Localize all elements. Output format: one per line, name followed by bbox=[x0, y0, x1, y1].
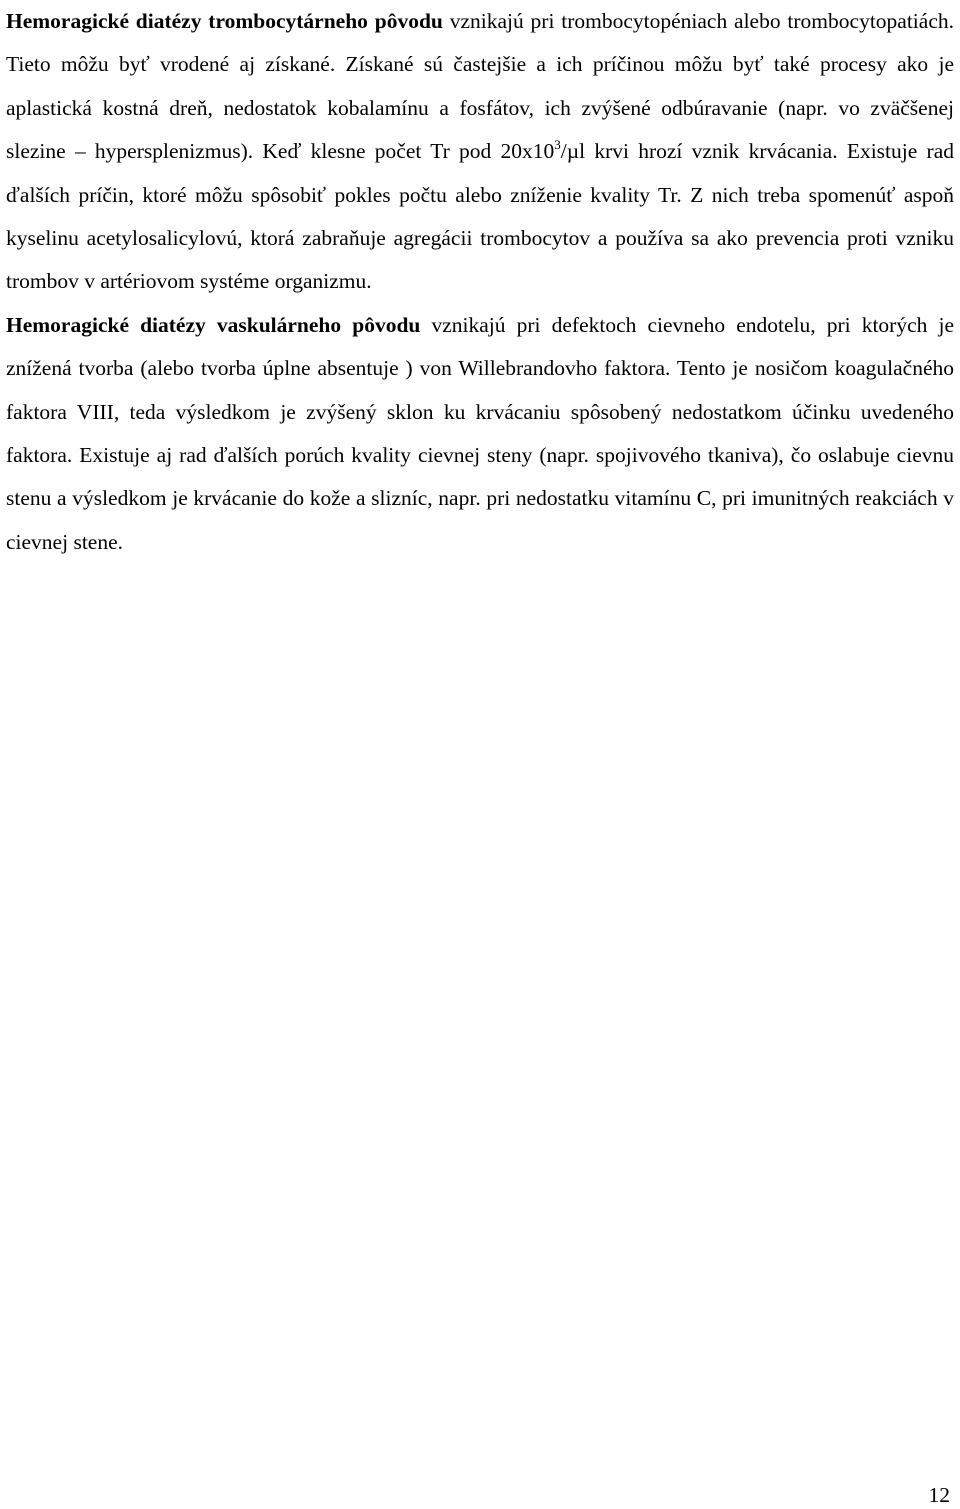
paragraph-text-continued: /µl krvi hrozí vznik krvácania. Existuje rad ďalších príčin, ktoré môžu spôsobiť pokles počtu alebo zníženie kvality Tr. Z nich treba spomenúť aspoň kyselinu acetylosalicylovú, ktorá zabraňuje agregácii trombocytov a používa sa ako prevencia proti vzniku trombov v artériovom systéme organizmu. bbox=[6, 139, 954, 294]
page-number: 12 bbox=[928, 1483, 950, 1507]
paragraph-thrombocytic bbox=[6, 0, 954, 304]
document-page bbox=[6, 0, 954, 564]
paragraph-vascular bbox=[6, 304, 954, 564]
paragraph-text: vznikajú pri trombocytopéniach alebo trombocytopatiách. Tieto môžu byť vrodené aj získané. Získané sú častejšie a ich príčinou môžu byť také procesy ako je aplastická kostná dreň, nedostatok kobalamínu a fosfátov, ich zvýšené odbúravanie (napr. vo zväčšenej slezine – hypersplenizmus). Keď klesne počet Tr pod 20x10 bbox=[6, 9, 954, 164]
paragraph-heading: Hemoragické diatézy vaskulárneho pôvodu bbox=[6, 312, 421, 337]
superscript-exponent: 3 bbox=[554, 137, 561, 153]
paragraph-heading: Hemoragické diatézy trombocytárneho pôvodu bbox=[6, 9, 443, 33]
paragraph-text: vznikajú pri defektoch cievneho endotelu, pri ktorých je znížená tvorba (alebo tvorba úplne absentuje ) von Willebrandovho faktora. Tento je nosičom koagulačného faktora VIII, teda výsledkom je zvýšený sklon ku krvácaniu spôsobený nedostatkom účinku uvedeného faktora. Existuje aj rad ďalších porúch kvality cievnej steny (napr. spojivového tkaniva), čo oslabuje cievnu stenu a výsledkom je krvácanie do kože a slizníc, napr. pri nedostatku vitamínu C, pri imunitných reakciách v cievnej stene. bbox=[6, 312, 954, 554]
